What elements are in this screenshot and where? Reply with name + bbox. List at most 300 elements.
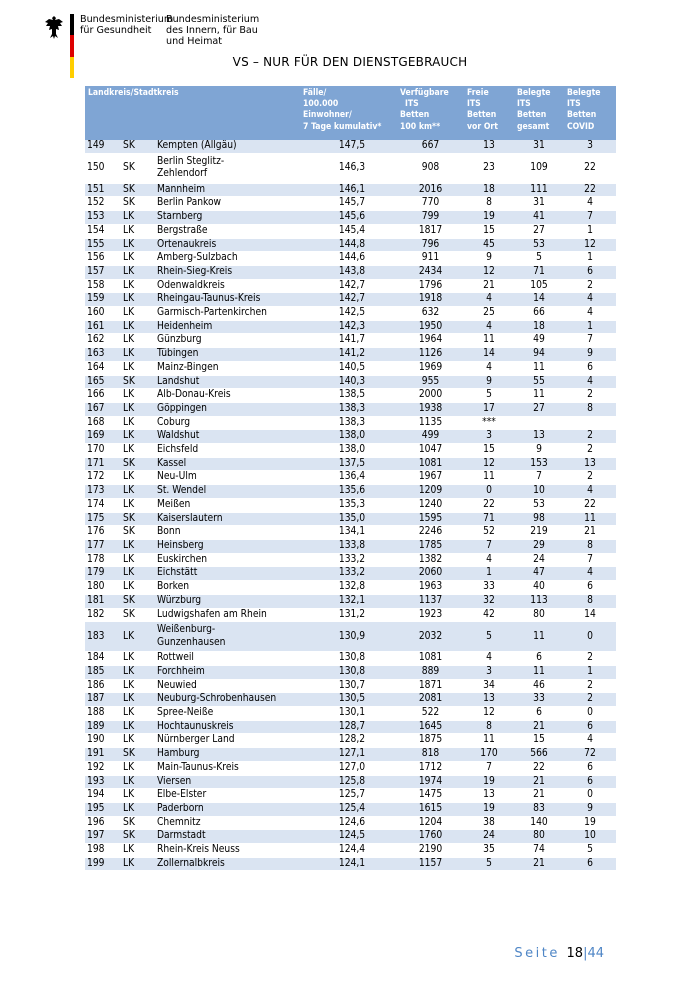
cell-rank: 174 xyxy=(85,498,121,512)
cell-rank: 181 xyxy=(85,594,121,608)
cell-type: LK xyxy=(121,444,155,458)
table-row xyxy=(85,402,616,416)
table-row xyxy=(85,789,616,803)
cell-district-name: Kempten (Allgäu) xyxy=(155,140,289,153)
cell-occupied-beds: 29 xyxy=(514,539,564,553)
cell-occupied-beds: 31 xyxy=(514,197,564,211)
cell-district-name: Bonn xyxy=(155,526,289,540)
table-row xyxy=(85,594,616,608)
cell-rank: 169 xyxy=(85,430,121,444)
cell-district-name: Bergstraße xyxy=(155,224,289,238)
cell-district-name: Elbe-Elster xyxy=(155,789,289,803)
cell-available-beds: 522 xyxy=(397,707,464,721)
cell-rank: 149 xyxy=(85,140,121,153)
cell-available-beds: 2060 xyxy=(397,567,464,581)
cell-district-name: Weißenburg- Gunzenhausen xyxy=(155,622,289,652)
table-row xyxy=(85,622,616,652)
cell-type: SK xyxy=(121,183,155,197)
cell-district-name: Waldshut xyxy=(155,430,289,444)
cell-free-beds: 25 xyxy=(464,307,514,321)
cell-type: LK xyxy=(121,252,155,266)
cell-type: LK xyxy=(121,320,155,334)
cell-covid-beds: 4 xyxy=(564,375,616,389)
cell-district-name: Spree-Neiße xyxy=(155,707,289,721)
cell-occupied-beds: 47 xyxy=(514,567,564,581)
cell-covid-beds: 6 xyxy=(564,857,616,871)
cell-occupied-beds: 21 xyxy=(514,789,564,803)
cell-type: SK xyxy=(121,375,155,389)
cell-covid-beds: 6 xyxy=(564,720,616,734)
cell-rank: 164 xyxy=(85,361,121,375)
cell-rank: 178 xyxy=(85,553,121,567)
cell-occupied-beds: 11 xyxy=(514,389,564,403)
cell-rank: 180 xyxy=(85,581,121,595)
cell-covid-beds: 2 xyxy=(564,279,616,293)
cell-type: LK xyxy=(121,652,155,666)
cell-available-beds: 1645 xyxy=(397,720,464,734)
table-row xyxy=(85,211,616,225)
table-header-row xyxy=(85,86,616,140)
cell-occupied-beds: 83 xyxy=(514,802,564,816)
table-row xyxy=(85,652,616,666)
table-row xyxy=(85,416,616,430)
table-row xyxy=(85,802,616,816)
cell-rank: 191 xyxy=(85,748,121,762)
cell-cases: 138,0 xyxy=(289,444,397,458)
cell-rank: 199 xyxy=(85,857,121,871)
cell-rank: 161 xyxy=(85,320,121,334)
cell-cases: 135,0 xyxy=(289,512,397,526)
cell-rank: 160 xyxy=(85,307,121,321)
cell-rank: 167 xyxy=(85,402,121,416)
cell-free-beds: 18 xyxy=(464,183,514,197)
cell-cases: 133,2 xyxy=(289,553,397,567)
cell-cases: 133,8 xyxy=(289,539,397,553)
cell-rank: 193 xyxy=(85,775,121,789)
cell-cases: 145,6 xyxy=(289,211,397,225)
cell-available-beds: 1817 xyxy=(397,224,464,238)
cell-available-beds: 1240 xyxy=(397,498,464,512)
cell-cases: 127,0 xyxy=(289,761,397,775)
cell-type: LK xyxy=(121,307,155,321)
ministry-interior-label: Bundesministerium des Innern, für Bau und Heimat xyxy=(166,14,260,47)
table-row xyxy=(85,224,616,238)
cell-occupied-beds: 13 xyxy=(514,430,564,444)
cell-available-beds: 889 xyxy=(397,665,464,679)
cell-occupied-beds: 41 xyxy=(514,211,564,225)
cell-occupied-beds: 98 xyxy=(514,512,564,526)
cell-covid-beds: 4 xyxy=(564,197,616,211)
header-occupied-beds: Belegte ITS Betten gesamt xyxy=(514,86,564,140)
cell-free-beds: 7 xyxy=(464,761,514,775)
cell-covid-beds: 6 xyxy=(564,761,616,775)
cell-occupied-beds: 80 xyxy=(514,830,564,844)
cell-cases: 138,3 xyxy=(289,402,397,416)
cell-district-name: Würzburg xyxy=(155,594,289,608)
cell-occupied-beds: 11 xyxy=(514,361,564,375)
table-row xyxy=(85,707,616,721)
cell-type: LK xyxy=(121,761,155,775)
cell-type: LK xyxy=(121,293,155,307)
table-row xyxy=(85,498,616,512)
cell-district-name: Mainz-Bingen xyxy=(155,361,289,375)
cell-cases: 132,8 xyxy=(289,581,397,595)
cell-rank: 184 xyxy=(85,652,121,666)
cell-free-beds: 8 xyxy=(464,720,514,734)
cell-available-beds: 1081 xyxy=(397,652,464,666)
cell-covid-beds: 1 xyxy=(564,320,616,334)
cell-covid-beds: 8 xyxy=(564,539,616,553)
cell-free-beds: 5 xyxy=(464,857,514,871)
cell-occupied-beds: 6 xyxy=(514,652,564,666)
cell-rank: 170 xyxy=(85,444,121,458)
cell-free-beds: 4 xyxy=(464,553,514,567)
cell-occupied-beds: 109 xyxy=(514,153,564,183)
cell-covid-beds: 4 xyxy=(564,293,616,307)
cell-type: LK xyxy=(121,471,155,485)
cell-rank: 159 xyxy=(85,293,121,307)
cell-available-beds: 2000 xyxy=(397,389,464,403)
cell-occupied-beds: 24 xyxy=(514,553,564,567)
cell-free-beds: 38 xyxy=(464,816,514,830)
cell-type: SK xyxy=(121,608,155,622)
cell-cases: 147,5 xyxy=(289,140,397,153)
cell-type: SK xyxy=(121,457,155,471)
cell-type: LK xyxy=(121,238,155,252)
cell-cases: 141,7 xyxy=(289,334,397,348)
table-row xyxy=(85,608,616,622)
cell-type: LK xyxy=(121,693,155,707)
cell-rank: 165 xyxy=(85,375,121,389)
cell-free-beds: 3 xyxy=(464,665,514,679)
cell-type: LK xyxy=(121,361,155,375)
cell-cases: 134,1 xyxy=(289,526,397,540)
cell-available-beds: 1796 xyxy=(397,279,464,293)
cell-type: LK xyxy=(121,720,155,734)
cell-cases: 136,4 xyxy=(289,471,397,485)
cell-district-name: Eichsfeld xyxy=(155,444,289,458)
cell-district-name: Euskirchen xyxy=(155,553,289,567)
cell-cases: 127,1 xyxy=(289,748,397,762)
cell-free-beds: 11 xyxy=(464,734,514,748)
cell-occupied-beds: 53 xyxy=(514,238,564,252)
table-row xyxy=(85,183,616,197)
cell-rank: 151 xyxy=(85,183,121,197)
cell-cases: 140,5 xyxy=(289,361,397,375)
cell-occupied-beds: 153 xyxy=(514,457,564,471)
cell-type: LK xyxy=(121,498,155,512)
cell-rank: 185 xyxy=(85,665,121,679)
cell-free-beds: 34 xyxy=(464,679,514,693)
table-row xyxy=(85,665,616,679)
cell-covid-beds: 2 xyxy=(564,389,616,403)
cell-free-beds: 5 xyxy=(464,389,514,403)
table-row xyxy=(85,153,616,183)
cell-covid-beds: 5 xyxy=(564,844,616,858)
cell-available-beds: 1135 xyxy=(397,416,464,430)
cell-cases: 145,7 xyxy=(289,197,397,211)
cell-cases: 142,7 xyxy=(289,279,397,293)
cell-rank: 150 xyxy=(85,153,121,183)
cell-free-beds: 4 xyxy=(464,361,514,375)
cell-occupied-beds: 11 xyxy=(514,622,564,652)
cell-free-beds: 0 xyxy=(464,485,514,499)
cell-district-name: Rhein-Kreis Neuss xyxy=(155,844,289,858)
cell-rank: 163 xyxy=(85,348,121,362)
cell-cases: 142,7 xyxy=(289,293,397,307)
cell-district-name: St. Wendel xyxy=(155,485,289,499)
cell-covid-beds: 2 xyxy=(564,444,616,458)
cell-free-beds: 45 xyxy=(464,238,514,252)
cell-available-beds: 667 xyxy=(397,140,464,153)
cell-rank: 155 xyxy=(85,238,121,252)
cell-free-beds: 5 xyxy=(464,622,514,652)
table-row xyxy=(85,816,616,830)
cell-available-beds: 818 xyxy=(397,748,464,762)
cell-free-beds: 71 xyxy=(464,512,514,526)
cell-available-beds: 2434 xyxy=(397,265,464,279)
cell-cases: 130,7 xyxy=(289,679,397,693)
cell-rank: 166 xyxy=(85,389,121,403)
table-row xyxy=(85,348,616,362)
cell-district-name: Chemnitz xyxy=(155,816,289,830)
table-row xyxy=(85,748,616,762)
table-row xyxy=(85,512,616,526)
cell-rank: 172 xyxy=(85,471,121,485)
cell-type: LK xyxy=(121,211,155,225)
cell-free-beds: 52 xyxy=(464,526,514,540)
cell-cases: 125,7 xyxy=(289,789,397,803)
cell-occupied-beds: 140 xyxy=(514,816,564,830)
cell-type: SK xyxy=(121,594,155,608)
cell-occupied-beds: 27 xyxy=(514,402,564,416)
cell-free-beds: 1 xyxy=(464,567,514,581)
cell-available-beds: 770 xyxy=(397,197,464,211)
cell-district-name: Borken xyxy=(155,581,289,595)
cell-covid-beds: 4 xyxy=(564,307,616,321)
cell-occupied-beds: 111 xyxy=(514,183,564,197)
cell-covid-beds: 22 xyxy=(564,183,616,197)
cell-free-beds: 4 xyxy=(464,652,514,666)
cell-covid-beds: 6 xyxy=(564,775,616,789)
cell-available-beds: 1964 xyxy=(397,334,464,348)
cell-available-beds: 2190 xyxy=(397,844,464,858)
cell-district-name: Garmisch-Partenkirchen xyxy=(155,307,289,321)
cell-occupied-beds: 14 xyxy=(514,293,564,307)
cell-rank: 153 xyxy=(85,211,121,225)
footer-label: Seite xyxy=(514,946,560,961)
cell-cases: 144,8 xyxy=(289,238,397,252)
cell-type: LK xyxy=(121,775,155,789)
cell-type: SK xyxy=(121,816,155,830)
cell-covid-beds: 10 xyxy=(564,830,616,844)
cell-district-name: Nürnberger Land xyxy=(155,734,289,748)
cell-free-beds: 4 xyxy=(464,293,514,307)
table-row xyxy=(85,693,616,707)
cell-free-beds: 22 xyxy=(464,498,514,512)
cell-cases: 142,5 xyxy=(289,307,397,321)
cell-rank: 168 xyxy=(85,416,121,430)
cell-type: LK xyxy=(121,622,155,652)
cell-district-name: Neuwied xyxy=(155,679,289,693)
cell-covid-beds: 8 xyxy=(564,402,616,416)
cell-type: SK xyxy=(121,140,155,153)
cell-district-name: Rheingau-Taunus-Kreis xyxy=(155,293,289,307)
cell-occupied-beds: 55 xyxy=(514,375,564,389)
cell-covid-beds: 19 xyxy=(564,816,616,830)
cell-occupied-beds: 31 xyxy=(514,140,564,153)
cell-district-name: Viersen xyxy=(155,775,289,789)
cell-free-beds: 32 xyxy=(464,594,514,608)
cell-covid-beds: 9 xyxy=(564,348,616,362)
table-row xyxy=(85,320,616,334)
table-row xyxy=(85,734,616,748)
cell-occupied-beds: 80 xyxy=(514,608,564,622)
cell-free-beds: 170 xyxy=(464,748,514,762)
its-beds-table xyxy=(85,86,616,871)
cell-cases: 143,8 xyxy=(289,265,397,279)
cell-rank: 173 xyxy=(85,485,121,499)
cell-available-beds: 1938 xyxy=(397,402,464,416)
cell-rank: 176 xyxy=(85,526,121,540)
cell-occupied-beds: 219 xyxy=(514,526,564,540)
cell-type: SK xyxy=(121,512,155,526)
cell-district-name: Tübingen xyxy=(155,348,289,362)
cell-rank: 156 xyxy=(85,252,121,266)
cell-covid-beds: 72 xyxy=(564,748,616,762)
table-row xyxy=(85,444,616,458)
table-row xyxy=(85,197,616,211)
table-row xyxy=(85,844,616,858)
cell-occupied-beds: 49 xyxy=(514,334,564,348)
cell-cases: 125,4 xyxy=(289,802,397,816)
table-row xyxy=(85,761,616,775)
cell-available-beds: 2246 xyxy=(397,526,464,540)
cell-type: LK xyxy=(121,334,155,348)
header-cases: Fälle/ 100.000 Einwohner/ 7 Tage kumulativ* xyxy=(289,86,397,140)
table-row xyxy=(85,485,616,499)
cell-type: SK xyxy=(121,830,155,844)
cell-district-name: Darmstadt xyxy=(155,830,289,844)
cell-type: LK xyxy=(121,430,155,444)
header-district: Landkreis/Stadtkreis xyxy=(85,86,289,140)
cell-rank: 171 xyxy=(85,457,121,471)
cell-available-beds: 1382 xyxy=(397,553,464,567)
cell-free-beds: 12 xyxy=(464,707,514,721)
cell-free-beds: 11 xyxy=(464,471,514,485)
cell-occupied-beds: 46 xyxy=(514,679,564,693)
cell-available-beds: 1875 xyxy=(397,734,464,748)
cell-free-beds: 13 xyxy=(464,789,514,803)
cell-type: LK xyxy=(121,348,155,362)
cell-covid-beds: 22 xyxy=(564,498,616,512)
cell-district-name: Meißen xyxy=(155,498,289,512)
cell-cases: 128,2 xyxy=(289,734,397,748)
table-row xyxy=(85,375,616,389)
cell-available-beds: 908 xyxy=(397,153,464,183)
cell-occupied-beds: 53 xyxy=(514,498,564,512)
cell-occupied-beds: 7 xyxy=(514,471,564,485)
cell-district-name: Forchheim xyxy=(155,665,289,679)
cell-district-name: Coburg xyxy=(155,416,289,430)
cell-occupied-beds: 113 xyxy=(514,594,564,608)
cell-rank: 188 xyxy=(85,707,121,721)
cell-district-name: Ludwigshafen am Rhein xyxy=(155,608,289,622)
cell-cases: 135,6 xyxy=(289,485,397,499)
cell-occupied-beds: 74 xyxy=(514,844,564,858)
cell-district-name: Göppingen xyxy=(155,402,289,416)
table-row xyxy=(85,553,616,567)
cell-type: LK xyxy=(121,539,155,553)
cell-district-name: Berlin Pankow xyxy=(155,197,289,211)
cell-covid-beds: 12 xyxy=(564,238,616,252)
cell-free-beds: 4 xyxy=(464,320,514,334)
table-row xyxy=(85,238,616,252)
cell-district-name: Starnberg xyxy=(155,211,289,225)
cell-covid-beds: 0 xyxy=(564,622,616,652)
cell-type: LK xyxy=(121,844,155,858)
cell-free-beds: 33 xyxy=(464,581,514,595)
cell-occupied-beds: 21 xyxy=(514,720,564,734)
cell-available-beds: 1081 xyxy=(397,457,464,471)
cell-covid-beds: 9 xyxy=(564,802,616,816)
cell-type: SK xyxy=(121,153,155,183)
cell-type: SK xyxy=(121,526,155,540)
table-row xyxy=(85,526,616,540)
federal-eagle-icon xyxy=(44,14,64,40)
cell-type: SK xyxy=(121,748,155,762)
cell-type: LK xyxy=(121,802,155,816)
cell-free-beds: 23 xyxy=(464,153,514,183)
cell-type: LK xyxy=(121,224,155,238)
cell-cases: 141,2 xyxy=(289,348,397,362)
header-available-beds: Verfügbare ITS Betten 100 km** xyxy=(397,86,464,140)
cell-covid-beds: 2 xyxy=(564,679,616,693)
cell-occupied-beds: 11 xyxy=(514,665,564,679)
cell-covid-beds: 1 xyxy=(564,252,616,266)
cell-cases: 142,3 xyxy=(289,320,397,334)
cell-available-beds: 1760 xyxy=(397,830,464,844)
cell-covid-beds: 1 xyxy=(564,665,616,679)
cell-district-name: Heinsberg xyxy=(155,539,289,553)
cell-free-beds: 15 xyxy=(464,224,514,238)
classification-title: VS – NUR FÜR DEN DIENSTGEBRAUCH xyxy=(232,55,468,69)
cell-district-name: Günzburg xyxy=(155,334,289,348)
cell-district-name: Kassel xyxy=(155,457,289,471)
cell-occupied-beds: 21 xyxy=(514,857,564,871)
cell-occupied-beds: 5 xyxy=(514,252,564,266)
cell-free-beds: 14 xyxy=(464,348,514,362)
cell-type: LK xyxy=(121,402,155,416)
cell-available-beds: 1967 xyxy=(397,471,464,485)
cell-free-beds: 11 xyxy=(464,334,514,348)
cell-available-beds: 1126 xyxy=(397,348,464,362)
cell-cases: 146,1 xyxy=(289,183,397,197)
cell-covid-beds: 0 xyxy=(564,789,616,803)
cell-covid-beds: 6 xyxy=(564,361,616,375)
cell-cases: 130,9 xyxy=(289,622,397,652)
cell-district-name: Landshut xyxy=(155,375,289,389)
cell-cases: 144,6 xyxy=(289,252,397,266)
table-row xyxy=(85,539,616,553)
cell-available-beds: 1871 xyxy=(397,679,464,693)
cell-available-beds: 1950 xyxy=(397,320,464,334)
table-row xyxy=(85,430,616,444)
cell-available-beds: 1475 xyxy=(397,789,464,803)
cell-cases: 130,8 xyxy=(289,652,397,666)
cell-available-beds: 1923 xyxy=(397,608,464,622)
cell-cases: 138,3 xyxy=(289,416,397,430)
